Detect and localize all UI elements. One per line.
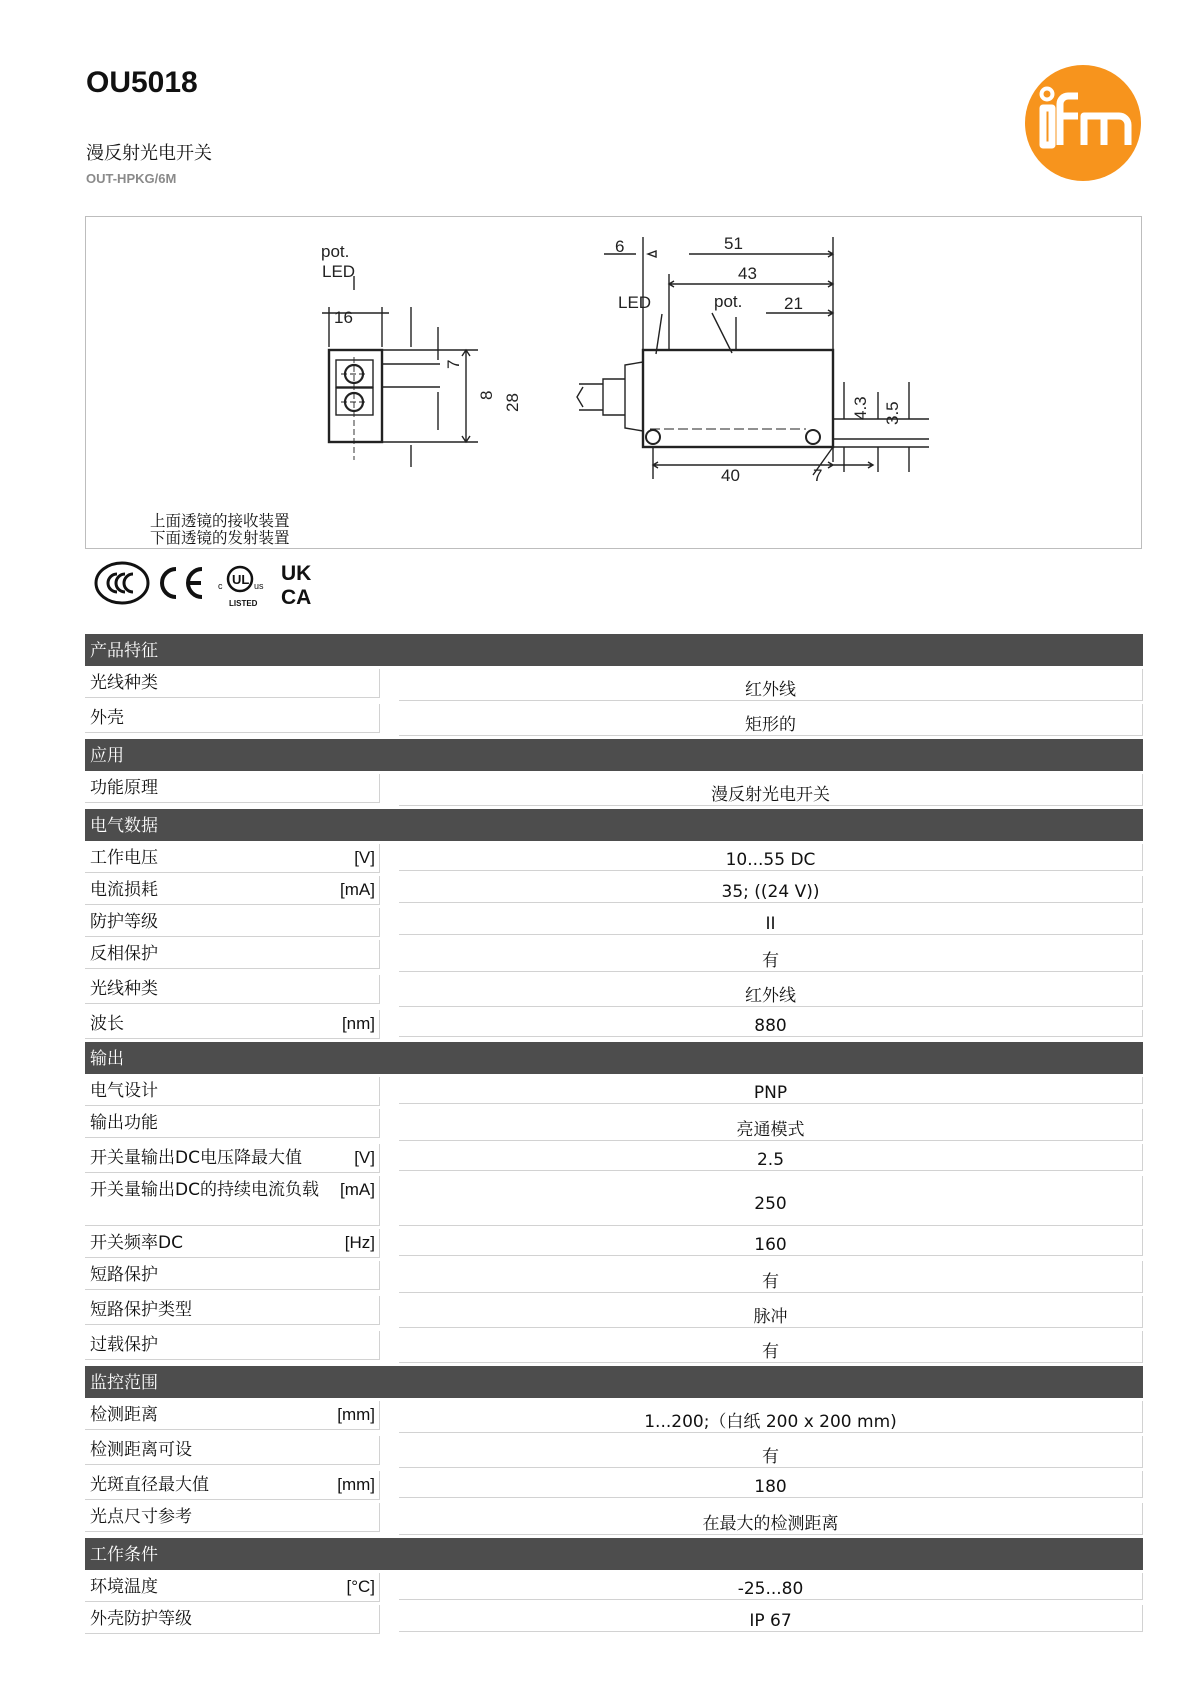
spec-value: 红外线: [399, 975, 1143, 1007]
spec-value: 250: [399, 1176, 1143, 1226]
spec-label-cell: [85, 940, 380, 969]
spec-label-cell: [85, 1144, 380, 1173]
spec-row: [85, 1144, 1143, 1173]
spec-label: 功能原理: [90, 778, 158, 798]
spec-label-cell: [85, 1077, 380, 1106]
dim-7-side: 7: [813, 466, 823, 485]
cul-us-mark: [218, 567, 264, 608]
dim-pot-front: pot.: [321, 242, 350, 261]
section-header: 电气数据: [85, 809, 1143, 841]
spec-unit: [369, 912, 375, 933]
spec-label-cell: [85, 1471, 380, 1500]
product-subtitle: 漫反射光电开关: [86, 143, 212, 164]
spec-row: [85, 1436, 1143, 1468]
spec-unit: [mA]: [340, 1180, 375, 1199]
spec-label: 环境温度: [90, 1577, 158, 1597]
spec-value: PNP: [399, 1077, 1143, 1104]
spec-label: 外壳防护等级: [90, 1609, 192, 1629]
spec-value: 2.5: [399, 1144, 1143, 1171]
spec-label: 电气设计: [90, 1081, 158, 1101]
spec-value: 1...200;（白纸 200 x 200 mm): [399, 1401, 1143, 1433]
spec-row: [85, 1331, 1143, 1363]
spec-value: 脉冲: [399, 1296, 1143, 1328]
spec-unit: [°C]: [346, 1577, 375, 1596]
spec-row: [85, 1573, 1143, 1602]
spec-label-cell: [85, 1176, 380, 1226]
note-receiver: 上面透镜的接收装置: [150, 512, 290, 530]
spec-value: 有: [399, 1261, 1143, 1293]
spec-unit: [V]: [354, 1148, 375, 1167]
ifm-logo: [1024, 64, 1142, 182]
spec-row: [85, 844, 1143, 873]
spec-label: 电流损耗: [90, 880, 158, 900]
spec-unit: [369, 673, 375, 694]
spec-row: [85, 1503, 1143, 1535]
spec-unit: [369, 1335, 375, 1356]
spec-label: 检测距离可设: [90, 1440, 192, 1460]
dim-16: 16: [334, 308, 353, 327]
spec-unit: [369, 1265, 375, 1286]
spec-unit: [V]: [354, 848, 375, 867]
dim-7-front: 7: [444, 359, 463, 369]
spec-label-cell: [85, 1109, 380, 1138]
dim-pot-side: pot.: [714, 292, 743, 311]
dim-4-3: 4.3: [851, 396, 870, 420]
spec-unit: [369, 1300, 375, 1321]
spec-row: [85, 774, 1143, 806]
spec-row: [85, 1401, 1143, 1433]
spec-unit: [369, 944, 375, 965]
spec-unit: [369, 1507, 375, 1528]
spec-value: -25...80: [399, 1573, 1143, 1600]
spec-label: 输出功能: [90, 1113, 158, 1133]
spec-label: 过载保护: [90, 1335, 158, 1355]
svg-text:LISTED: LISTED: [229, 599, 258, 608]
spec-label: 开关量输出DC的持续电流负载: [90, 1180, 319, 1200]
spec-value: 10...55 DC: [399, 844, 1143, 871]
spec-label-cell: [85, 1573, 380, 1602]
spec-unit: [mA]: [340, 880, 375, 899]
dim-28: 28: [503, 393, 522, 412]
note-emitter: 下面透镜的发射装置: [150, 529, 290, 547]
spec-value: 有: [399, 1436, 1143, 1468]
spec-unit: [369, 1113, 375, 1134]
spec-label: 光线种类: [90, 673, 158, 693]
dim-led-side: LED: [618, 293, 652, 312]
spec-value: 有: [399, 940, 1143, 972]
dim-21: 21: [784, 294, 803, 313]
spec-row: [85, 1605, 1143, 1634]
dim-led-front: LED: [322, 262, 356, 281]
dim-40: 40: [721, 466, 740, 485]
spec-label: 反相保护: [90, 944, 158, 964]
spec-label: 外壳: [90, 708, 124, 728]
dimension-drawing: [85, 216, 1142, 549]
spec-unit: [369, 708, 375, 729]
spec-value: 160: [399, 1229, 1143, 1256]
ukca-mark: [281, 562, 311, 609]
spec-value: 880: [399, 1010, 1143, 1037]
spec-label: 检测距离: [90, 1405, 158, 1425]
dim-6: 6: [615, 237, 625, 256]
front-view: [322, 276, 478, 467]
spec-row: [85, 1010, 1143, 1039]
svg-text:UL: UL: [232, 572, 250, 587]
spec-label-cell: [85, 1401, 380, 1430]
spec-row: [85, 975, 1143, 1007]
dim-43: 43: [738, 264, 757, 283]
section-header: 输出: [85, 1042, 1143, 1074]
spec-label: 光点尺寸参考: [90, 1507, 192, 1527]
spec-value: 35; ((24 V)): [399, 876, 1143, 903]
spec-label-cell: [85, 669, 380, 698]
spec-value: IP 67: [399, 1605, 1143, 1632]
spec-row: [85, 940, 1143, 972]
spec-label-cell: [85, 1261, 380, 1290]
spec-unit: [369, 1440, 375, 1461]
spec-value: 180: [399, 1471, 1143, 1498]
spec-unit: [nm]: [341, 1014, 375, 1033]
svg-text:CA: CA: [281, 586, 312, 609]
spec-label-cell: [85, 908, 380, 937]
spec-label-cell: [85, 844, 380, 873]
spec-label-cell: [85, 1436, 380, 1465]
spec-label: 光线种类: [90, 979, 158, 999]
svg-text:UK: UK: [281, 562, 312, 585]
product-title: OU5018: [86, 66, 198, 99]
spec-unit: [369, 1609, 375, 1630]
spec-value: 亮通模式: [399, 1109, 1143, 1141]
spec-row: [85, 1176, 1143, 1226]
spec-label-cell: [85, 704, 380, 733]
spec-value: 漫反射光电开关: [399, 774, 1143, 806]
spec-unit: [Hz]: [344, 1233, 375, 1252]
spec-unit: [369, 979, 375, 1000]
spec-label: 防护等级: [90, 912, 158, 932]
spec-label: 光斑直径最大值: [90, 1475, 209, 1495]
spec-row: [85, 704, 1143, 736]
spec-label-cell: [85, 975, 380, 1004]
spec-label-cell: [85, 1605, 380, 1634]
spec-row: [85, 876, 1143, 905]
spec-value: 红外线: [399, 669, 1143, 701]
spec-value: 矩形的: [399, 704, 1143, 736]
dim-3-5: 3.5: [883, 401, 902, 425]
spec-row: [85, 1296, 1143, 1328]
certification-marks: [92, 557, 332, 609]
spec-row: [85, 1261, 1143, 1293]
dim-51: 51: [724, 234, 743, 253]
spec-label: 短路保护类型: [90, 1300, 192, 1320]
spec-value: 有: [399, 1331, 1143, 1363]
dim-8: 8: [477, 390, 496, 400]
section-header: 产品特征: [85, 634, 1143, 666]
spec-label-cell: [85, 1331, 380, 1360]
spec-value: 在最大的检测距离: [399, 1503, 1143, 1535]
spec-label: 开关量输出DC电压降最大值: [90, 1148, 302, 1168]
ccc-mark: [96, 563, 148, 603]
svg-text:c: c: [218, 581, 223, 591]
specifications-table: [85, 634, 1143, 1634]
spec-label-cell: [85, 774, 380, 803]
spec-label: 开关频率DC: [90, 1233, 183, 1253]
spec-label-cell: [85, 1010, 380, 1039]
section-header: 工作条件: [85, 1538, 1143, 1570]
spec-row: [85, 1229, 1143, 1258]
spec-unit: [mm]: [337, 1475, 375, 1494]
ce-mark: [162, 569, 202, 597]
spec-value: II: [399, 908, 1143, 935]
spec-row: [85, 1471, 1143, 1500]
spec-row: [85, 908, 1143, 937]
section-header: 监控范围: [85, 1366, 1143, 1398]
spec-row: [85, 669, 1143, 701]
spec-unit: [369, 1081, 375, 1102]
spec-label: 短路保护: [90, 1265, 158, 1285]
svg-text:us: us: [254, 581, 264, 591]
spec-label: 波长: [90, 1014, 124, 1034]
spec-label-cell: [85, 1296, 380, 1325]
product-code: OUT-HPKG/6M: [86, 171, 177, 186]
spec-row: [85, 1077, 1143, 1106]
spec-label-cell: [85, 1229, 380, 1258]
spec-row: [85, 1109, 1143, 1141]
spec-unit: [369, 778, 375, 799]
spec-label-cell: [85, 876, 380, 905]
spec-label: 工作电压: [90, 848, 158, 868]
spec-unit: [mm]: [337, 1405, 375, 1424]
section-header: 应用: [85, 739, 1143, 771]
spec-label-cell: [85, 1503, 380, 1532]
